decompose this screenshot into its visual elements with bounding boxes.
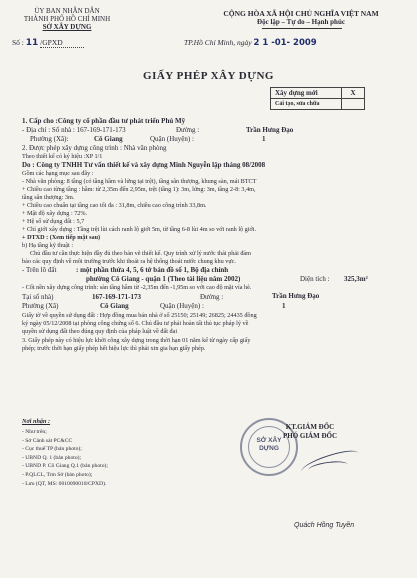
permitted-work: 2. Được phép xây dựng công trình : Nhà văn phòng bbox=[22, 144, 167, 152]
items-intro: Gồm các hạng mục sau đây : bbox=[22, 170, 94, 177]
document-number-handwritten: 11 bbox=[25, 38, 39, 48]
recipient-item: - Như trên; bbox=[22, 429, 47, 435]
recipient-item: - UBND P. Cô Giang Q.1 (bản photo); bbox=[22, 463, 108, 470]
construction-type-box bbox=[270, 87, 365, 110]
validity-1: 3. Giấy phép này có hiệu lực khởi công xây dựng trong thời hạn 01 năm kể từ ngày cấp giấy bbox=[22, 337, 251, 344]
new-construction-label: Xây dựng mới bbox=[271, 88, 342, 99]
street-value: Trần Hưng Đạo bbox=[246, 126, 294, 134]
grantee-address: - Địa chỉ : Số nhà : 167-169-171-173 bbox=[22, 126, 126, 134]
item-building: - Nhà văn phòng: 8 tầng (có tầng hầm và lửng tại trệt), tầng sân thượng, khung sàn, mái BTCT bbox=[22, 178, 257, 185]
item-max-height: + Chiều cao chuẩn tại tầng cao tối đa : 31,8m, chiều cao công trình 33,8m. bbox=[22, 202, 207, 209]
validity-2: phép; trước thời hạn giấy phép hết hiệu lực thì phải xin gia hạn giấy phép. bbox=[22, 345, 206, 352]
area-label: Diện tích : bbox=[300, 275, 330, 283]
infrastructure-text-2: bảo các quy định về môi trường trước khi thoát ra hệ thống thoát nước chung khu vực. bbox=[22, 258, 236, 265]
motto: Độc lập – Tự do – Hạnh phúc bbox=[257, 18, 345, 26]
signer-title-1: KT.GIÁM ĐỐC bbox=[285, 423, 335, 431]
agency-line-1: ỦY BAN NHÂN DÂN bbox=[34, 7, 100, 15]
site-street-value: Trần Hưng Đạo bbox=[272, 292, 320, 300]
site-street-label: Đường : bbox=[200, 293, 224, 301]
ward-label: Phường (Xã): bbox=[30, 135, 69, 143]
document-number: Số : 11 /GPXD bbox=[12, 38, 63, 48]
land-docs-3: quyền sử dụng đất theo đúng quy định của pháp luật về đất đai bbox=[22, 328, 178, 335]
district-label: Quận (Huyện) : bbox=[150, 135, 194, 143]
recipient-item: - Sở Cảnh sát PC&CC bbox=[22, 437, 73, 444]
site-district-label: Quận (Huyện) : bbox=[160, 302, 204, 310]
site-ward-label: Phường (Xã) bbox=[22, 302, 59, 310]
grantee: 1. Cấp cho :Công ty cổ phần đầu tư phát triển Phú Mỹ bbox=[22, 117, 186, 125]
issue-date: TP.Hồ Chí Minh, ngày 2 1 -01- 2009 bbox=[184, 38, 317, 48]
item-floor-heights: + Chiều cao từng tầng : hầm: từ 2,35m đến 2,95m, trệt (tầng 1): 3m, lửng: 3m, tầng 2-8: 3,4m, bbox=[22, 186, 256, 193]
ground-level: - Cốt nền xây dựng công trình: sàn tầng hầm từ -2,35m đến -1,95m so với cao độ mặt vỉa hè. bbox=[22, 284, 252, 291]
recipient-item: - UBND Q. 1 (bản photo); bbox=[22, 454, 82, 461]
street-label: Đường : bbox=[176, 126, 200, 134]
ward-value: Cô Giang bbox=[94, 135, 123, 143]
site-district-value: 1 bbox=[282, 302, 286, 310]
lot-value: : một phần thửa 4, 5, 6 tờ bản đồ số 1, Bộ địa chính bbox=[76, 266, 229, 274]
designer: Do : Công ty TNHH Tư vấn thiết kế và xây dựng Minh Nguyễn lập tháng 08/2008 bbox=[22, 161, 266, 169]
signer-title-2: PHÓ GIÁM ĐỐC bbox=[282, 432, 338, 440]
seal-text: SỞ XÂY DỰNG bbox=[256, 437, 282, 452]
infrastructure-heading: b) Hạ tầng kỹ thuật : bbox=[22, 242, 74, 249]
issue-date-handwritten: 2 1 -01- 2009 bbox=[253, 38, 317, 48]
item-density: + Mật độ xây dựng : 72%. bbox=[22, 210, 88, 217]
item-area: + DTXD : (Xem tiếp mặt sau) bbox=[22, 234, 101, 241]
design-code: Theo thiết kế có ký hiệu :XP 1/1 bbox=[22, 153, 103, 160]
agency-line-3: SỞ XÂY DỰNG bbox=[42, 23, 92, 31]
country-header: CỘNG HÒA XÃ HỘI CHỦ NGHĨA VIỆT NAM bbox=[223, 9, 379, 18]
signer-name: Quách Hồng Tuyền bbox=[294, 522, 355, 529]
item-floor-heights-cont: tầng sân thượng: 3m. bbox=[22, 194, 75, 201]
land-docs-1: Giấy tờ về quyền sử dụng đất : Hợp đồng mua bán nhà ở số 25150; 25149; 26825; 24435 đồng bbox=[22, 312, 257, 319]
renovation-mark bbox=[342, 99, 365, 110]
recipients-title: Nơi nhận : bbox=[22, 418, 51, 425]
new-construction-mark: X bbox=[342, 88, 365, 99]
item-land-use: + Hệ số sử dụng đất : 5,7 bbox=[22, 218, 85, 225]
item-setback: + Chỉ giới xây dựng : Tầng trệt lùi cách ranh lộ giới 5m, từ tầng 6-8 lùi 4m so với ranh lộ giới. bbox=[22, 226, 257, 233]
site-ward-value: Cô Giang bbox=[100, 302, 129, 310]
land-docs-2: ký ngày 05/12/2008 tại phòng công chứng số 6. Chủ đầu tư phải hoàn tất thủ tục pháp lý về bbox=[22, 320, 249, 327]
recipient-item: - Cục thuế TP (bản photo); bbox=[22, 446, 82, 453]
recipients-list bbox=[22, 428, 108, 488]
site-number-label: Tại số nhà) bbox=[22, 293, 54, 301]
lot-location: phường Cô Giang - quận 1 (Theo tài liệu năm 2002) bbox=[86, 275, 241, 283]
district-value: 1 bbox=[262, 135, 266, 143]
document-title: GIẤY PHÉP XÂY DỰNG bbox=[143, 70, 274, 82]
site-number-value: 167-169-171-173 bbox=[92, 293, 141, 301]
agency-line-2: THÀNH PHỐ HỒ CHÍ MINH bbox=[23, 15, 111, 23]
recipient-item: - Lưu (QT, MS: 0010090018/CPXD). bbox=[22, 480, 107, 487]
recipient-item: - P.QLCL, Trm Sở (bản photo); bbox=[22, 471, 93, 478]
infrastructure-text-1: Chủ đầu tư cần thực hiện đầy đủ theo bản vẽ thiết kế. Quy trình xử lý nước thải phải đảm bbox=[30, 250, 251, 257]
area-value: 325,3m² bbox=[344, 275, 368, 283]
motto-underline bbox=[262, 28, 342, 29]
number-dotted-line bbox=[40, 47, 84, 48]
lot-label: - Trên lô đất bbox=[22, 266, 57, 274]
renovation-label: Cải tạo, sửa chữa bbox=[271, 99, 342, 110]
